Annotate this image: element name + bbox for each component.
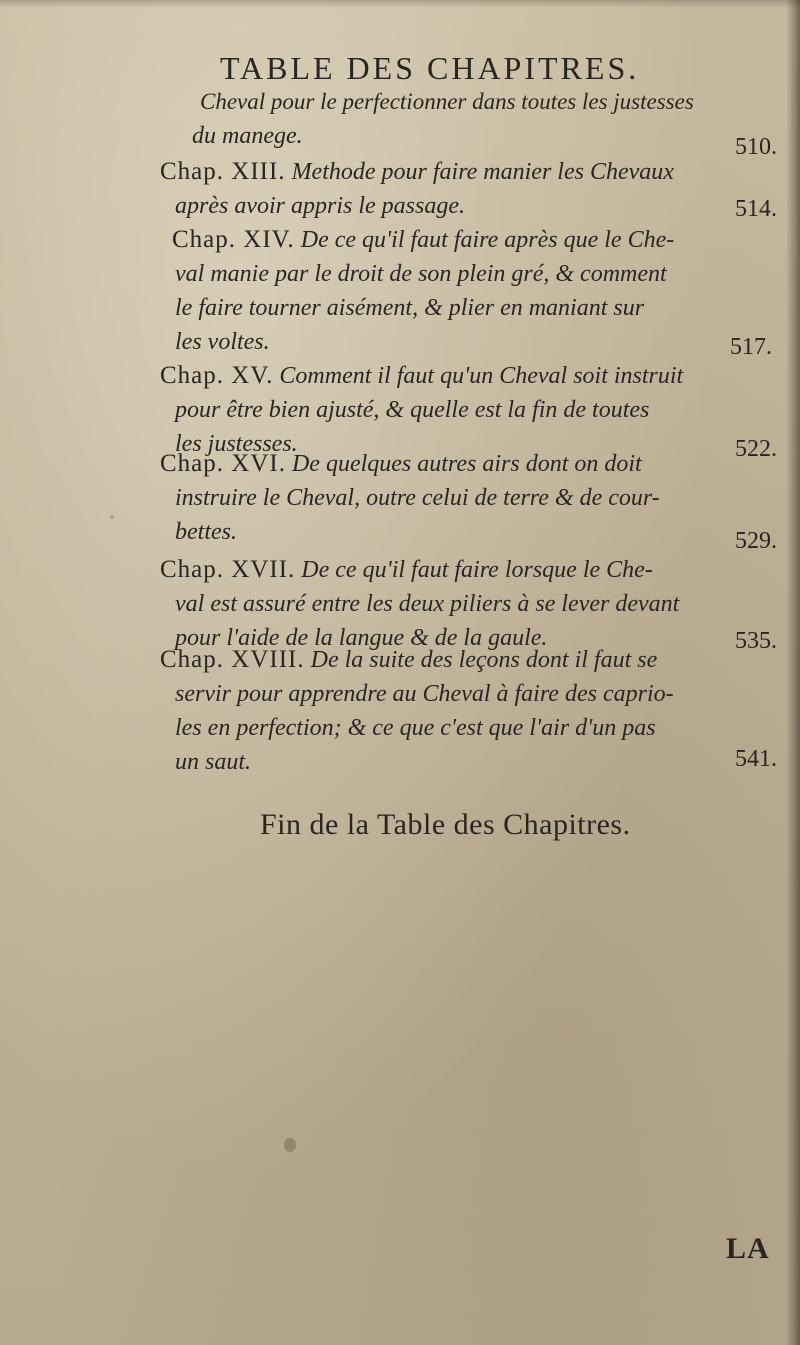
entry-line: les voltes. [175, 329, 270, 355]
entry-line: bettes. [175, 519, 237, 545]
end-note: Fin de la Table des Chapitres. [260, 808, 631, 841]
page-top-shadow [0, 0, 800, 8]
chapter-title-start: De ce qu'il faut faire lorsque le Che- [301, 557, 653, 583]
page-number: 510. [735, 134, 777, 160]
entry-line: après avoir appris le passage. [175, 193, 465, 219]
page-number: 541. [735, 746, 777, 772]
entry-line [160, 646, 657, 674]
entry-line [160, 450, 642, 478]
page-number: 529. [735, 528, 777, 554]
entry-line: les justesses. [175, 431, 298, 457]
catchword: LA [726, 1232, 770, 1265]
chapter-title-start: De ce qu'il faut faire après que le Che- [300, 227, 675, 253]
entry-line: un saut. [175, 749, 252, 775]
page-number: 517. [730, 334, 772, 360]
entry-line: du manege. [192, 123, 303, 149]
entry-line: Cheval pour le perfectionner dans toutes les justesses [200, 89, 694, 114]
chapter-label: Chap. XIV. [172, 226, 295, 253]
page-right-edge-shadow [786, 0, 800, 1345]
chapter-title-start: Methode pour faire manier les Chevaux [291, 159, 674, 185]
chapter-label: Chap. XVIII. [160, 646, 305, 673]
page-number: 522. [735, 436, 777, 462]
entry-line [160, 158, 674, 186]
entry-line: servir pour apprendre au Cheval à faire des caprio- [175, 681, 674, 707]
page-number: 535. [735, 628, 777, 654]
entry-line: pour l'aide de la langue & de la gaule. [175, 625, 548, 651]
entry-line [160, 556, 653, 584]
entry-line [160, 362, 683, 390]
entry-line: les en perfection; & ce que c'est que l'air d'un pas [175, 715, 656, 741]
chapter-title-start: Comment il faut qu'un Cheval soit instruit [279, 363, 684, 389]
ink-spot [284, 1138, 296, 1152]
chapter-title-start: De la suite des leçons dont il faut se [310, 647, 658, 673]
chapter-title-start: De quelques autres airs dont on doit [291, 451, 642, 477]
entry-line: pour être bien ajusté, & quelle est la fin de toutes [175, 397, 650, 423]
entry-line: instruire le Cheval, outre celui de terre & de cour- [175, 485, 660, 511]
entry-line: le faire tourner aisément, & plier en maniant sur [175, 295, 645, 321]
ink-spot [110, 515, 114, 519]
chapter-label: Chap. XVII. [160, 556, 296, 583]
chapter-label: Chap. XVI. [160, 450, 286, 477]
page-number: 514. [735, 196, 777, 222]
entry-line [172, 226, 674, 254]
entry-line: val manie par le droit de son plein gré, & comment [175, 261, 667, 287]
entry-line: val est assuré entre les deux piliers à se lever devant [175, 591, 680, 617]
running-head: TABLE DES CHAPITRES. [220, 50, 640, 86]
chapter-label: Chap. XV. [160, 362, 274, 389]
chapter-label: Chap. XIII. [160, 158, 286, 185]
